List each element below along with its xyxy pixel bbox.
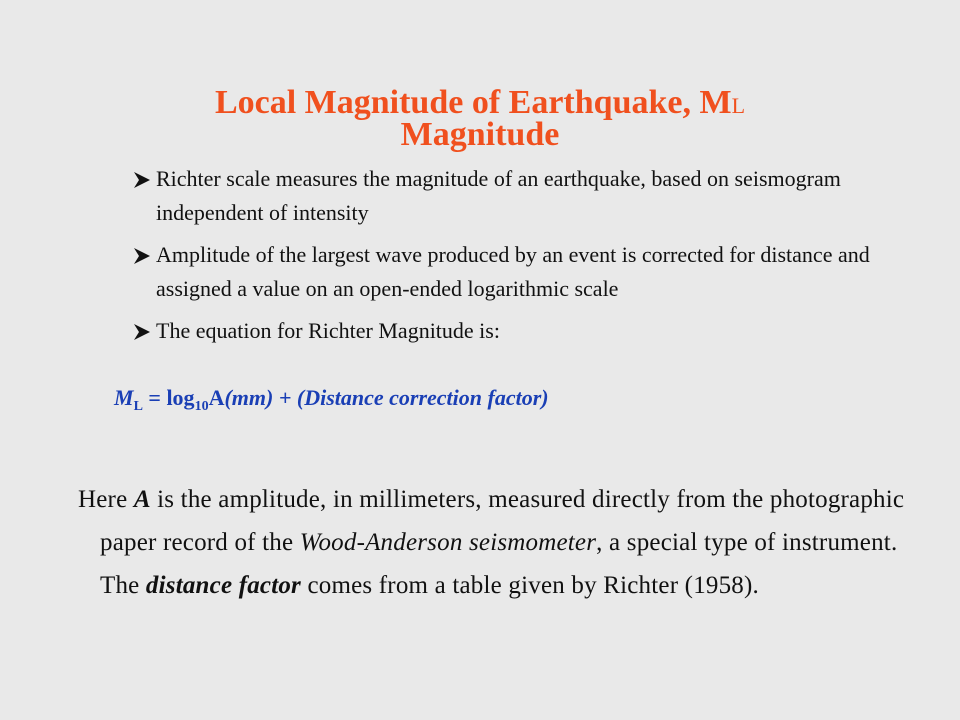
paragraph-text: is the amplitude, in millimeters, measured directly from the photographic paper record of the <box>100 486 905 556</box>
paragraph-text: Here <box>78 486 134 513</box>
bullet-item <box>130 162 910 230</box>
arrow-bullet-icon <box>132 170 152 190</box>
paragraph-text: , a special type of instrument. The <box>100 529 898 599</box>
explanation-paragraph <box>78 478 920 607</box>
bullet-item <box>130 314 910 348</box>
title-text: Local Magnitude of Earthquake, M <box>214 84 732 121</box>
richter-equation <box>114 385 549 414</box>
equation-rest: (mm) + (Distance correction factor) <box>224 385 549 410</box>
paragraph-amplitude-symbol: A <box>133 486 151 513</box>
paragraph-text: comes from a table given by Richter (1958). <box>301 572 759 599</box>
bullet-text: Richter scale measures the magnitude of an earthquake, based on seismogram independent of intensity <box>156 166 841 225</box>
paragraph-distance-factor: distance factor <box>145 572 301 599</box>
arrow-bullet-icon <box>132 322 152 342</box>
bullet-text: The equation for Richter Magnitude is: <box>156 318 500 343</box>
bullet-item <box>130 238 910 306</box>
bullet-list <box>130 162 910 356</box>
arrow-bullet-icon <box>132 246 152 266</box>
equation-a: A <box>208 385 225 410</box>
equation-m: M <box>114 385 134 410</box>
title-subscript: L <box>731 93 746 118</box>
equation-log-subscript: 10 <box>194 399 209 414</box>
paragraph-instrument-name: Wood-Anderson seismometer <box>299 529 597 556</box>
equation-m-subscript: L <box>133 399 143 414</box>
bullet-text: Amplitude of the largest wave produced by an event is corrected for distance and assigned a value on an open-ended logarithmic scale <box>156 242 870 301</box>
equation-log: = log <box>142 385 195 410</box>
slide-title-line2: Magnitude <box>400 116 560 153</box>
